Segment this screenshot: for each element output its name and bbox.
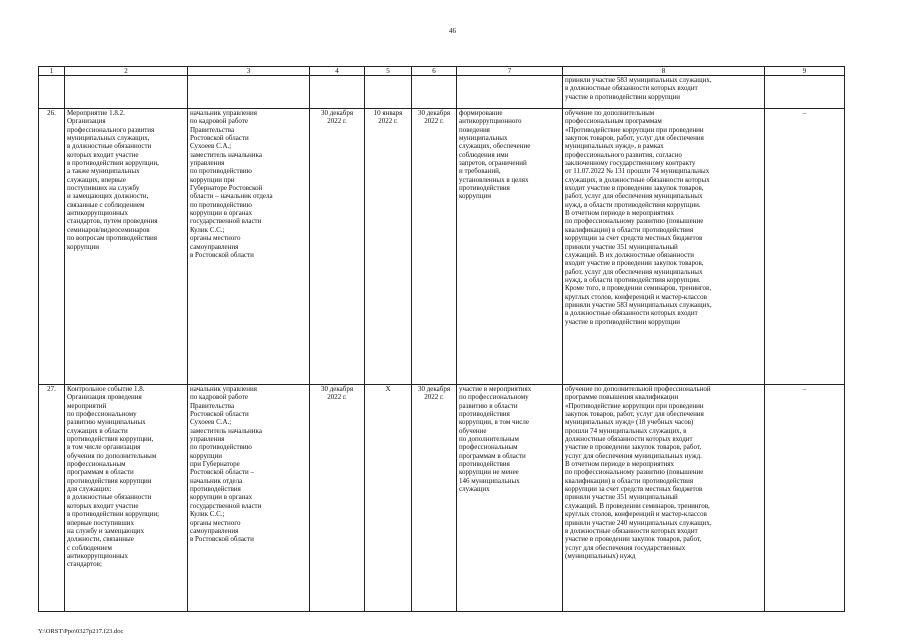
text-line: по профессиональному xyxy=(459,393,529,402)
text-line: коррупции, в том числе xyxy=(459,418,529,427)
text-line: по профессиональному развитию (повышение xyxy=(565,468,704,477)
text-line: 30 декабря xyxy=(417,385,451,393)
text-line: противодействия xyxy=(190,485,241,494)
text-line: для служащих: xyxy=(67,485,112,494)
text-line: обучения по дополнительным xyxy=(67,451,157,460)
text-line: по кадровой работе xyxy=(190,393,248,402)
notes-cell: – xyxy=(765,109,845,385)
text-line: по противодействию xyxy=(190,200,252,209)
column-header: 4 xyxy=(310,67,365,76)
text-line: противодействия xyxy=(459,460,510,469)
text-line: программам в области xyxy=(67,468,134,477)
text-line: Сухоеев С.А.; xyxy=(190,142,232,151)
expected-result-cell xyxy=(457,109,563,385)
text-line: Ростовской области – xyxy=(190,468,255,477)
text-line: муниципальных нужд», в рамках xyxy=(565,142,664,151)
text-line: (муниципальных) нужд xyxy=(565,551,636,560)
notes-cell: – xyxy=(765,385,845,612)
text-line: 30 декабря xyxy=(417,109,451,117)
result-cell xyxy=(563,109,765,385)
text-line: коррупции в органах xyxy=(190,493,253,502)
text-line: 2022 г. xyxy=(378,117,398,126)
text-line: органы местного xyxy=(190,234,241,243)
text-line: Организация проведения xyxy=(67,393,142,402)
text-line: стандартов; xyxy=(67,560,102,569)
text-line: заместитель начальника xyxy=(190,150,262,159)
text-line: впервые поступивших xyxy=(67,518,134,527)
text-line: в должностные обязанности xyxy=(67,493,152,502)
result-cell xyxy=(563,76,765,109)
text-line: коррупции не менее xyxy=(459,468,519,477)
text-line: приняли участие 583 муниципальных служащих, xyxy=(565,300,712,309)
text-line: которых входит участие xyxy=(67,501,139,510)
text-line: В отчетном периоде в мероприятиях xyxy=(565,209,675,218)
text-line: поступивших на службу xyxy=(67,184,140,193)
text-line: при Губернаторе xyxy=(190,460,240,469)
file-path-footer: Y:\ORST\Ppo\0327p217.f23.doc xyxy=(38,628,124,635)
text-line: коррупции xyxy=(190,451,222,460)
report-table xyxy=(38,66,845,612)
text-line: развитию в области xyxy=(459,401,518,410)
text-line: семинаров/видеосеминаров xyxy=(67,225,150,234)
column-header: 1 xyxy=(39,67,65,76)
activity-cell xyxy=(65,385,188,612)
text-line: X xyxy=(385,385,391,393)
start-date-cell xyxy=(365,385,412,612)
text-line: коррупции в органах xyxy=(190,209,253,218)
text-line: круглых столов, конференций и мастер-классов xyxy=(565,510,707,519)
text-line: приняли участие 351 муниципальный xyxy=(565,242,678,251)
text-line: Ростовской области xyxy=(190,134,249,143)
text-line: квалификации) в области противодействия xyxy=(565,476,694,485)
text-line: участие в проведении закупок товаров, работ, xyxy=(565,535,702,544)
text-line: начальник отдела xyxy=(190,476,243,485)
text-line: профессионального развития xyxy=(67,125,155,134)
text-line: мероприятий xyxy=(67,401,107,410)
text-line: по противодействию xyxy=(190,443,252,452)
text-line: обучение по дополнительной профессиональной xyxy=(565,385,711,393)
text-line: программе повышения квалификации xyxy=(565,393,679,402)
column-header: 7 xyxy=(457,67,563,76)
text-line: области – начальник отдела xyxy=(190,192,273,201)
text-line: в противодействии коррупции; xyxy=(67,510,160,519)
text-line: входит участие в проведении закупок товаров, xyxy=(565,184,704,193)
text-line: «Противодействие коррупции при проведении xyxy=(565,125,704,134)
text-line: Правительства xyxy=(190,125,235,134)
text-line: заключенному государственному контракту xyxy=(565,159,696,168)
responsible-cell xyxy=(188,385,310,612)
text-line: служащих, впервые xyxy=(67,175,126,184)
text-line: начальник управления xyxy=(190,109,257,117)
text-line: должности, связанные xyxy=(67,535,134,544)
text-line: запретов, ограничений xyxy=(459,159,527,168)
end-date-cell xyxy=(412,385,457,612)
text-line: антикоррупционных xyxy=(67,551,129,560)
table-row xyxy=(39,385,845,612)
text-line: круглых столов, конференций и мастер-классов xyxy=(565,292,707,301)
text-line: 30 декабря xyxy=(320,385,354,393)
row-number: 27. xyxy=(39,385,65,612)
column-number-header xyxy=(39,67,845,76)
column-header: 3 xyxy=(188,67,310,76)
text-line: закупок товаров, работ, услуг для обеспечения xyxy=(565,134,704,143)
text-line: обучение по дополнительным xyxy=(565,109,655,117)
text-line: услуг для обеспечения государственных xyxy=(565,543,686,552)
text-line: по профессиональному развитию (повышение xyxy=(565,217,704,226)
text-line: коррупции при xyxy=(190,175,235,184)
text-line: нужд, в области противодействия коррупции. xyxy=(565,200,701,209)
text-line: от 11.07.2022 № 131 прошли 74 муниципальных xyxy=(565,167,710,176)
text-line: В отчетном периоде в мероприятиях xyxy=(565,460,675,469)
text-line: работ, услуг для обеспечения муниципальных xyxy=(565,267,703,276)
column-header: 5 xyxy=(365,67,412,76)
text-line: 10 января xyxy=(373,109,403,117)
text-line: и замещающих должности, xyxy=(67,192,149,201)
text-line: профессиональным программам xyxy=(565,117,662,126)
text-line: противодействия коррупции xyxy=(67,476,152,485)
text-line: и требований, xyxy=(459,167,501,176)
text-line: муниципальных служащих, xyxy=(67,134,150,143)
text-line: управления xyxy=(190,159,225,168)
text-line: приняли участие 583 муниципальных служащих, xyxy=(565,76,712,84)
column-header: 8 xyxy=(563,67,765,76)
text-line: государственной власти xyxy=(190,501,262,510)
text-line: Мероприятие 1.8.2. xyxy=(67,109,125,117)
column-header: 6 xyxy=(412,67,457,76)
text-line: на службу и замещающих xyxy=(67,526,145,535)
text-line: квалификации) в области противодействия xyxy=(565,225,694,234)
text-line: работ, услуг для обеспечения муниципальных xyxy=(565,192,703,201)
column-header: 9 xyxy=(765,67,845,76)
text-line: услуг для обеспечения муниципальных нужд. xyxy=(565,451,702,460)
text-line: профессиональным xyxy=(459,443,518,452)
text-line: Кулик С.С.; xyxy=(190,225,225,234)
text-line: приняли участие 240 муниципальных служащих, xyxy=(565,518,712,527)
text-line: органы местного xyxy=(190,518,241,527)
text-line: противодействия коррупции, xyxy=(67,435,154,444)
text-line: самоуправления xyxy=(190,242,239,251)
text-line: установленных в целях xyxy=(459,175,529,184)
text-line: поведения xyxy=(459,125,490,134)
text-line: в должностные обязанности которых входит xyxy=(565,309,698,318)
text-line: Правительства xyxy=(190,401,235,410)
text-line: с соблюдением xyxy=(67,543,112,552)
responsible-cell xyxy=(188,109,310,385)
text-line: профессиональным xyxy=(67,460,126,469)
row-number: 26. xyxy=(39,109,65,385)
end-date-cell xyxy=(412,109,457,385)
text-line: профессионального развития, согласно xyxy=(565,150,682,159)
text-line: самоуправления xyxy=(190,526,239,535)
text-line: управления xyxy=(190,435,225,444)
text-line: формирование xyxy=(459,109,503,117)
text-line: приняли участие 351 муниципальный xyxy=(565,493,678,502)
text-line: антикоррупционных xyxy=(67,209,129,218)
text-line: участие в противодействии коррупции xyxy=(565,317,681,326)
text-line: коррупции xyxy=(67,242,99,251)
text-line: Контрольное событие 1.8. xyxy=(67,385,145,393)
text-line: прошли 74 муниципальных служащих, в xyxy=(565,426,687,435)
text-line: коррупции xyxy=(459,192,491,201)
page-number: 46 xyxy=(449,27,456,35)
text-line: 2022 г. xyxy=(327,393,347,402)
text-line: служащий. В их должностные обязанности xyxy=(565,250,694,259)
text-line: служащих, обеспечение xyxy=(459,142,531,151)
planned-date-cell xyxy=(310,385,365,612)
text-line: заместитель начальника xyxy=(190,426,262,435)
text-line: в противодействии коррупции, xyxy=(67,159,159,168)
text-line: программам в области xyxy=(459,451,526,460)
text-line: 2022 г. xyxy=(327,117,347,126)
text-line: коррупции за счет средств местных бюджетов xyxy=(565,234,703,243)
text-line: Организация xyxy=(67,117,106,126)
text-line: «Противодействие коррупции при проведении xyxy=(565,401,704,410)
text-line: в должностные обязанности которых входит xyxy=(565,526,698,535)
text-line: должностные обязанности которых входит xyxy=(565,435,693,444)
text-line: Кулик С.С.; xyxy=(190,510,225,519)
text-line: коррупции за счет средств местных бюджетов xyxy=(565,485,703,494)
text-line: 2022 г. xyxy=(424,117,444,126)
text-line: служащих в области xyxy=(67,426,128,435)
text-line: участие в мероприятиях xyxy=(459,385,532,393)
text-line: Сухоеев С.А.; xyxy=(190,418,232,427)
text-line: в том числе организация xyxy=(67,443,141,452)
text-line: служащих, в должностные обязанности которых xyxy=(565,175,710,184)
table-row xyxy=(39,109,845,385)
text-line: Губернаторе Ростовской xyxy=(190,184,263,193)
start-date-cell xyxy=(365,109,412,385)
text-line: 146 муниципальных xyxy=(459,476,520,485)
table-row-continued xyxy=(39,76,845,109)
text-line: противодействия xyxy=(459,410,510,419)
text-line: развитию муниципальных xyxy=(67,418,146,427)
text-line: нужд, в области противодействия коррупции. xyxy=(565,275,701,284)
planned-date-cell xyxy=(310,109,365,385)
text-line: обучение xyxy=(459,426,487,435)
text-line: по вопросам противодействия xyxy=(67,234,158,243)
text-line: служащих xyxy=(459,485,490,494)
text-line: Ростовской области xyxy=(190,410,249,419)
text-line: по профессиональному xyxy=(67,410,137,419)
text-line: в Ростовской области xyxy=(190,250,254,259)
activity-cell xyxy=(65,109,188,385)
result-cell xyxy=(563,385,765,612)
text-line: соблюдения ими xyxy=(459,150,509,159)
text-line: участие в проведении закупок товаров, работ, xyxy=(565,443,702,452)
text-line: связанные с соблюдением xyxy=(67,200,145,209)
text-line: по кадровой работе xyxy=(190,117,248,126)
text-line: Кроме того, в проведении семинаров, тренингов, xyxy=(565,284,712,293)
text-line: муниципальных нужд» (18 учебных часов) xyxy=(565,418,694,427)
text-line: закупок товаров, работ, услуг для обеспечения xyxy=(565,410,704,419)
text-line: в должностные обязанности xyxy=(67,142,152,151)
text-line: 30 декабря xyxy=(320,109,354,117)
text-line: по противодействию xyxy=(190,167,252,176)
text-line: по дополнительным xyxy=(459,435,519,444)
text-line: служащий. В проведении семинаров, тренингов, xyxy=(565,501,710,510)
column-header: 2 xyxy=(65,67,188,76)
text-line: противодействия xyxy=(459,184,510,193)
text-line: в Ростовской области xyxy=(190,535,254,544)
text-line: стандартов, путем проведения xyxy=(67,217,158,226)
expected-result-cell xyxy=(457,385,563,612)
text-line: муниципальных xyxy=(459,134,508,143)
text-line: антикоррупционного xyxy=(459,117,522,126)
text-line: участие в противодействии коррупции xyxy=(565,92,681,101)
text-line: государственной власти xyxy=(190,217,262,226)
text-line: а также муниципальных xyxy=(67,167,140,176)
text-line: 2022 г. xyxy=(424,393,444,402)
text-line: входит участие в проведении закупок товаров, xyxy=(565,259,704,268)
text-line: которых входит участие xyxy=(67,150,139,159)
text-line: начальник управления xyxy=(190,385,257,393)
text-line: в должностные обязанности которых входит xyxy=(565,84,698,93)
